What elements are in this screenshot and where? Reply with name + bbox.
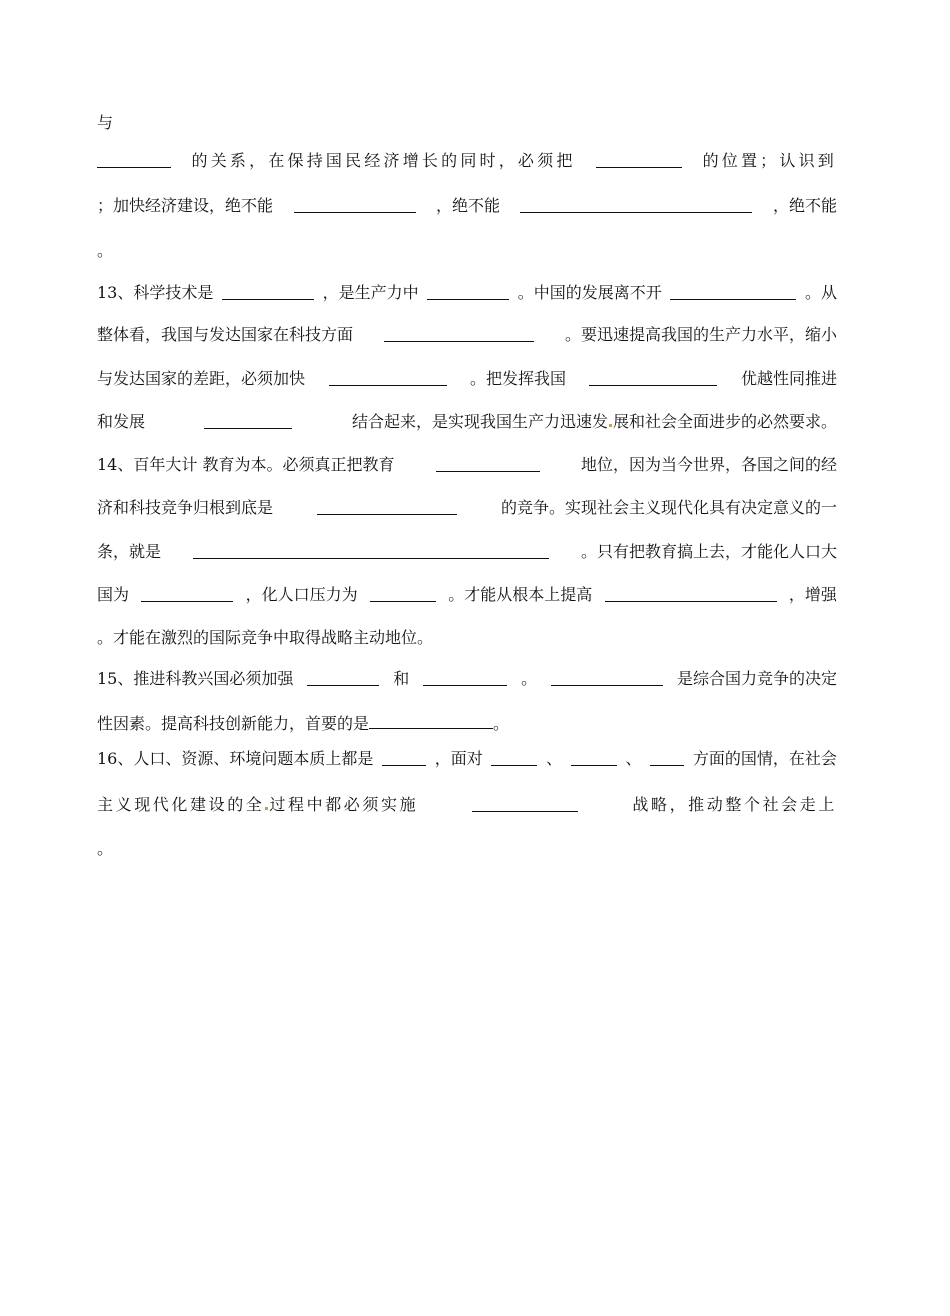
fill-blank[interactable]	[382, 747, 426, 766]
fill-blank[interactable]	[605, 583, 777, 602]
fill-blank[interactable]	[141, 583, 233, 602]
line-text: ，是生产力中	[322, 283, 419, 302]
fill-blank[interactable]	[97, 149, 171, 168]
fill-blank[interactable]	[571, 747, 617, 766]
line-text: 。	[97, 839, 114, 858]
text-line-5	[97, 281, 837, 305]
line-text: 与发达国家的差距，必须加快	[97, 369, 306, 388]
line-text	[97, 793, 418, 817]
line-text: 是综合国力竞争的决定	[676, 669, 837, 688]
fill-blank[interactable]	[329, 367, 447, 386]
line-text: 。	[97, 241, 114, 260]
line-text	[352, 410, 837, 434]
text-line-13	[97, 626, 837, 650]
line-text: 性因素。提高科技创新能力，首要的是	[97, 714, 370, 733]
line-text: 16、人口、资源、环境问题本质上都是	[97, 749, 374, 768]
line-text: ，绝不能	[435, 196, 500, 215]
line-text: 、	[625, 749, 642, 768]
fill-blank[interactable]	[650, 747, 684, 766]
mark-dot	[265, 807, 268, 810]
text-line-16	[97, 747, 837, 771]
fill-blank[interactable]	[317, 496, 457, 515]
text-line-15	[97, 710, 837, 734]
text-line-3	[97, 194, 837, 218]
text-line-6	[97, 323, 837, 347]
fill-blank[interactable]	[491, 747, 537, 766]
line-text: 。才能从根本上提高	[448, 585, 593, 604]
line-text: ，面对	[434, 749, 483, 768]
line-text: 和	[393, 669, 410, 688]
line-text: 和发展	[97, 412, 146, 431]
fill-blank[interactable]	[370, 583, 436, 602]
fill-blank[interactable]	[551, 667, 663, 686]
line-text: 15、推进科教兴国必须加强	[97, 669, 294, 688]
line-text: 14、百年大计 教育为本。必须真正把教育	[97, 455, 395, 474]
fill-blank[interactable]	[193, 540, 549, 559]
text-line-1	[97, 111, 837, 135]
line-text: ；加快经济建设，绝不能	[97, 196, 274, 215]
line-text: 方面的国情，在社会	[692, 749, 837, 768]
fill-blank[interactable]	[520, 194, 752, 213]
text-line-11	[97, 540, 837, 564]
line-text: 与	[97, 113, 114, 132]
line-text-part: 展和社会全面进步的必然要求。	[612, 412, 837, 431]
text-line-14	[97, 667, 837, 691]
line-text: ，化人口压力为	[245, 585, 358, 604]
line-text-part: 结合起来，是实现我国生产力迅速发	[351, 412, 608, 431]
line-text: 13、科学技术是	[97, 283, 214, 302]
text-line-2	[97, 149, 837, 173]
fill-blank[interactable]	[369, 710, 493, 729]
fill-blank[interactable]	[596, 149, 682, 168]
fill-blank[interactable]	[294, 194, 416, 213]
line-text: 的关系，在保持国民经济增长的同时，必须把	[191, 151, 576, 170]
text-line-12	[97, 583, 837, 607]
line-text: 。中国的发展离不开	[517, 283, 662, 302]
fill-blank[interactable]	[307, 667, 379, 686]
fill-blank[interactable]	[472, 793, 578, 812]
text-line-18	[97, 837, 837, 861]
fill-blank[interactable]	[670, 281, 796, 300]
fill-blank[interactable]	[589, 367, 717, 386]
line-text: 。才能在激烈的国际竞争中取得战略主动地位。	[97, 628, 434, 647]
line-text: 。从	[804, 283, 837, 302]
line-text: ，增强	[788, 585, 837, 604]
fill-blank[interactable]	[436, 453, 540, 472]
line-text-part: 主义现代化建设的全	[97, 795, 265, 814]
fill-blank[interactable]	[384, 323, 534, 342]
line-text: 的位置；认识到	[702, 151, 837, 170]
fill-blank[interactable]	[222, 281, 314, 300]
text-line-8	[97, 410, 837, 434]
line-text: 。	[493, 714, 510, 733]
line-text: 地位，因为当今世界，各国之间的经	[580, 455, 837, 474]
text-line-4	[97, 239, 837, 263]
line-text: 。要迅速提高我国的生产力水平，缩小	[564, 325, 837, 344]
line-text: 战略，推动整个社会走上	[632, 795, 837, 814]
text-line-17	[97, 793, 837, 817]
text-line-10	[97, 496, 837, 520]
fill-blank[interactable]	[427, 281, 509, 300]
fill-blank[interactable]	[423, 667, 507, 686]
line-text: 。只有把教育搞上去，才能化人口大	[580, 542, 837, 561]
line-text: 整体看，我国与发达国家在科技方面	[97, 325, 354, 344]
line-text: 优越性同推进	[740, 369, 837, 388]
line-text: 。把发挥我国	[469, 369, 566, 388]
line-text: ，绝不能	[772, 196, 837, 215]
line-text-part: 过程中都必须实施	[269, 795, 419, 814]
line-text: 国为	[97, 585, 130, 604]
fill-blank[interactable]	[204, 410, 292, 429]
line-text: 条，就是	[97, 542, 162, 561]
mark-dot	[609, 424, 612, 427]
text-line-7	[97, 367, 837, 391]
line-text: 。	[521, 669, 538, 688]
line-text: 的竞争。实现社会主义现代化具有决定意义的一	[500, 498, 837, 517]
text-line-9	[97, 453, 837, 477]
line-text: 、	[546, 749, 563, 768]
line-text: 济和科技竞争归根到底是	[97, 498, 274, 517]
